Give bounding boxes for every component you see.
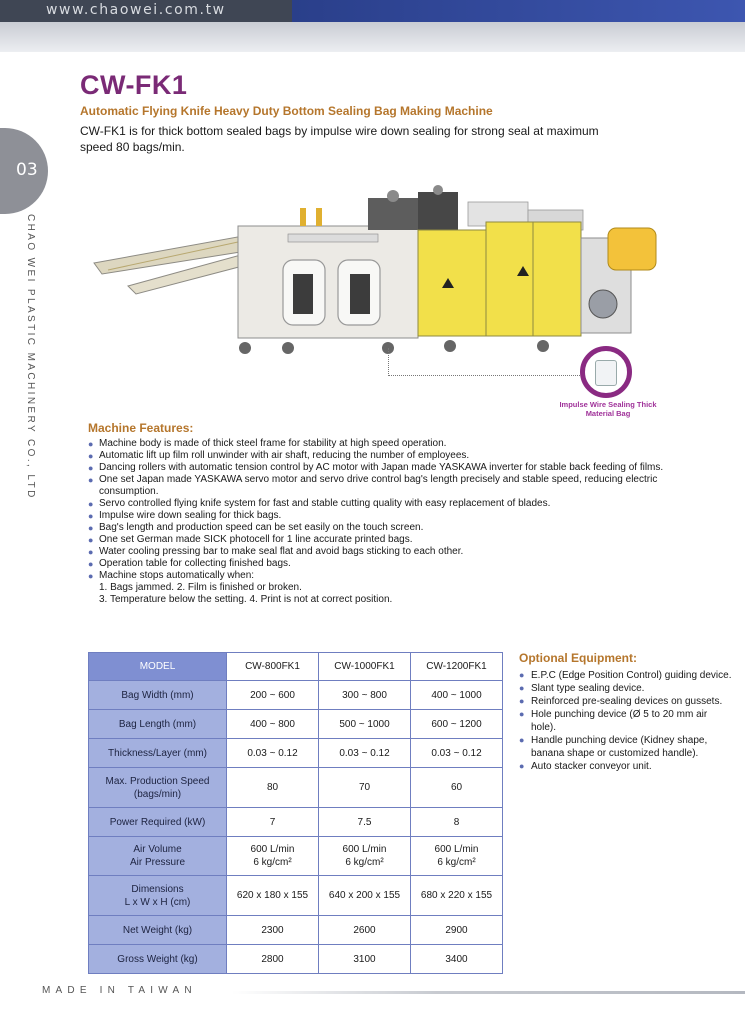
callout-line xyxy=(388,348,582,376)
table-cell: 600 L/min 6 kg/cm² xyxy=(227,837,319,876)
table-cell: 400 ~ 1000 xyxy=(411,681,503,710)
product-intro: CW-FK1 is for thick bottom sealed bags by impulse wire down sealing for strong seal at maximum speed 80 bags/min. xyxy=(80,124,599,154)
table-header-cell: CW-1200FK1 xyxy=(411,653,503,681)
table-cell: 80 xyxy=(227,768,319,808)
inset-caption: Impulse Wire Sealing Thick Material Bag xyxy=(559,400,657,418)
table-header-cell: CW-1000FK1 xyxy=(319,653,411,681)
list-item: ● Hole punching device (Ø 5 to 20 mm air hole). xyxy=(519,709,708,733)
company-name: CHAO WEI PLASTIC MACHINERY CO., LTD xyxy=(25,214,36,500)
page-title: CW-FK1 xyxy=(80,70,188,100)
table-header-row xyxy=(89,653,503,681)
list-item: ● Servo controlled flying knife system for fast and stable cutting quality with easy replacement of blades. xyxy=(88,498,551,509)
table-row-label: Dimensions L x W x H (cm) xyxy=(89,876,227,916)
table-cell: 0.03 ~ 0.12 xyxy=(319,739,411,768)
table-cell: 2800 xyxy=(227,945,319,974)
machine-illustration xyxy=(88,178,673,368)
list-item: ● Handle punching device (Kidney shape, banana shape or customized handle). xyxy=(519,735,708,759)
table-row-label: Power Required (kW) xyxy=(89,808,227,837)
table-cell: 620 x 180 x 155 xyxy=(227,876,319,916)
table-header-cell: MODEL xyxy=(89,653,227,681)
table-row xyxy=(89,916,503,945)
table-cell: 3100 xyxy=(319,945,411,974)
website-url[interactable]: www.chaowei.com.tw xyxy=(46,2,226,18)
table-row-label: Max. Production Speed (bags/min) xyxy=(89,768,227,808)
header-accent xyxy=(292,0,745,22)
main-frame xyxy=(238,226,418,338)
list-item: ● Machine body is made of thick steel frame for stability at high speed operation. xyxy=(88,438,447,449)
list-item: ● Water cooling pressing bar to make seal flat and avoid bags sticking to each other. xyxy=(88,546,464,557)
table-cell: 2300 xyxy=(227,916,319,945)
table-cell: 600 L/min 6 kg/cm² xyxy=(319,837,411,876)
list-item: ● Machine stops automatically when: xyxy=(88,570,255,581)
list-item: ● Impulse wire down sealing for thick bags. xyxy=(88,510,282,521)
table-header-cell: CW-800FK1 xyxy=(227,653,319,681)
table-row-label: Bag Length (mm) xyxy=(89,710,227,739)
table-cell: 60 xyxy=(411,768,503,808)
table-row xyxy=(89,710,503,739)
table-cell: 2900 xyxy=(411,916,503,945)
list-item: ● Auto stacker conveyor unit. xyxy=(519,761,652,772)
list-item: ● Operation table for collecting finished bags. xyxy=(88,558,291,569)
table-cell: 0.03 ~ 0.12 xyxy=(227,739,319,768)
optional-list xyxy=(519,669,734,773)
header-band xyxy=(0,22,745,52)
spec-table xyxy=(88,652,503,974)
list-item: ● Reinforced pre-sealing devices on gussets. xyxy=(519,696,723,707)
table-cell: 0.03 ~ 0.12 xyxy=(411,739,503,768)
list-item: ● Slant type sealing device. xyxy=(519,683,645,694)
footer-divider xyxy=(232,991,745,994)
table-row xyxy=(89,681,503,710)
page-number: 03 xyxy=(16,160,38,180)
table-cell: 2600 xyxy=(319,916,411,945)
table-cell: 70 xyxy=(319,768,411,808)
table-cell: 7.5 xyxy=(319,808,411,837)
product-subtitle: Automatic Flying Knife Heavy Duty Bottom Sealing Bag Making Machine xyxy=(80,104,493,118)
table-cell: 640 x 200 x 155 xyxy=(319,876,411,916)
footer-text: MADE IN TAIWAN xyxy=(42,985,197,996)
features-title: Machine Features: xyxy=(88,421,194,435)
stop-condition: 3. Temperature below the setting. 4. Print is not at correct position. xyxy=(99,594,393,605)
page-number-tab xyxy=(0,128,48,214)
table-cell: 600 L/min 6 kg/cm² xyxy=(411,837,503,876)
inset-bag-image xyxy=(580,346,632,398)
table-cell: 300 ~ 800 xyxy=(319,681,411,710)
list-item: ● Bag's length and production speed can be set easily on the touch screen. xyxy=(88,522,424,533)
table-row xyxy=(89,945,503,974)
table-cell: 400 ~ 800 xyxy=(227,710,319,739)
table-row-label: Bag Width (mm) xyxy=(89,681,227,710)
list-item: ● Dancing rollers with automatic tension control by AC motor with Japan made YASKAWA inverter for stable back feeding of films. xyxy=(88,462,664,473)
table-cell: 8 xyxy=(411,808,503,837)
table-row-label: Thickness/Layer (mm) xyxy=(89,739,227,768)
header-bar xyxy=(0,0,745,22)
table-row-label: Gross Weight (kg) xyxy=(89,945,227,974)
table-row xyxy=(89,739,503,768)
table-row xyxy=(89,837,503,876)
yellow-cabinet xyxy=(418,230,486,336)
table-cell: 3400 xyxy=(411,945,503,974)
company-vertical xyxy=(24,214,40,500)
optional-title: Optional Equipment: xyxy=(519,651,637,665)
list-item: ● One set German made SICK photocell for 1 line accurate printed bags. xyxy=(88,534,413,545)
table-cell: 680 x 220 x 155 xyxy=(411,876,503,916)
table-row xyxy=(89,768,503,808)
list-item: ● E.P.C (Edge Position Control) guiding device. xyxy=(519,670,732,681)
table-cell: 200 ~ 600 xyxy=(227,681,319,710)
table-row xyxy=(89,876,503,916)
table-cell: 600 ~ 1200 xyxy=(411,710,503,739)
features-list xyxy=(88,438,688,606)
table-row-label: Air Volume Air Pressure xyxy=(89,837,227,876)
table-row-label: Net Weight (kg) xyxy=(89,916,227,945)
list-item: ● Automatic lift up film roll unwinder with air shaft, reducing the number of employees. xyxy=(88,450,470,461)
table-cell: 7 xyxy=(227,808,319,837)
stop-condition: 1. Bags jammed. 2. Film is finished or broken. xyxy=(99,582,302,593)
list-item: ● One set Japan made YASKAWA servo motor and servo drive control bag's length precisely and stable speed, reducing electric consumption. xyxy=(88,474,658,497)
table-row xyxy=(89,808,503,837)
table-cell: 500 ~ 1000 xyxy=(319,710,411,739)
